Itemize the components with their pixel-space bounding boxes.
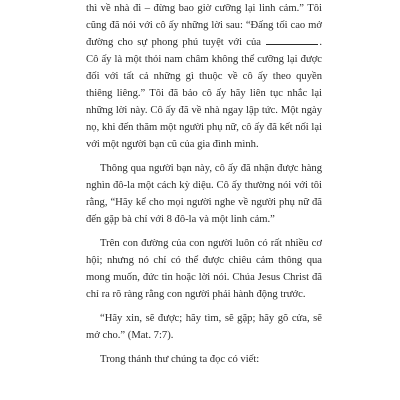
paragraph-gap xyxy=(86,344,322,351)
paragraph-4: “Hãy xin, sẽ được; hãy tìm, sẽ gặp; hãy gõ cửa, sẽ mở cho.” (Mat. 7:7). xyxy=(86,313,322,341)
paragraph-gap xyxy=(86,153,322,160)
paragraph-3: Trên con đường của con người luôn có rất nhiều cơ hội; nhưng nó chỉ có thể được chiêu cảm thông qua mong muốn, đức tin hoặc lời nói. Chúa Jesus Christ đã chỉ ra rõ ràng rằng con người phải hành động trước. xyxy=(86,238,322,300)
paragraph-1 xyxy=(86,0,322,153)
paragraph-gap xyxy=(86,303,322,310)
paragraph-1-text-end: . Cô ấy là một thỏi nam châm không thể cưỡng lại được đối với tất cả những gì thuộc về cô ấy theo quyền thiêng liêng.” Tôi đã bảo cô ấy hãy liên tục nhắc lại những lời này. Cô ấy đã về nhà ngay lập tức. Một ngày nọ, khi đến thăm một người phụ nữ, cô ấy đã kết nối lại với một người bạn cũ của gia đình mình. xyxy=(86,37,322,150)
text-column xyxy=(86,0,322,368)
paragraph-5: Trong thánh thư chúng ta đọc có viết: xyxy=(100,354,260,365)
paragraph-gap xyxy=(86,228,322,235)
paragraph-2: Thông qua người bạn này, cô ấy đã nhận được hàng nghìn đô-la một cách kỳ diệu. Cô ấy thường nói với tôi rằng, “Hãy kể cho mọi người nghe về người phụ nữ đã đến gặp bà chỉ với 8 đô-la và một linh cảm.” xyxy=(86,163,322,225)
fill-in-blank xyxy=(266,34,318,45)
paragraph-1-text-start: thì về nhà đi – đừng bao giờ cưỡng lại linh cảm.” Tôi cũng đã nói với cô ấy những lời sau: “Đấng tối cao mở đường cho sự phong phú tuyệt với của xyxy=(86,3,322,48)
